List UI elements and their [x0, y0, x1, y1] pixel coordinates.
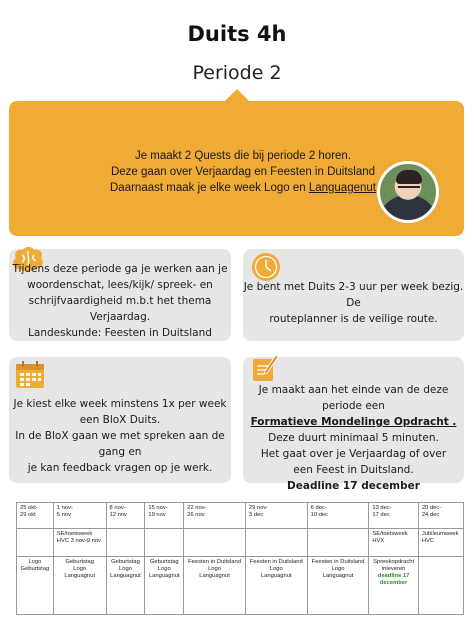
task-cell: [245, 557, 307, 615]
task-line: Geburtstag: [65, 559, 95, 565]
card-blox-line-3: In de BloX gaan we met spreken aan de gang en: [15, 430, 225, 458]
tasks-row: [17, 557, 464, 615]
teacher-avatar: [377, 161, 439, 223]
task-line: Logo: [73, 566, 87, 572]
card-opdracht-line-1: Je maakt aan het einde van de deze periode een: [258, 384, 449, 412]
task-cell: [106, 557, 145, 615]
events-cell: [106, 529, 145, 557]
task-line: inleveren: [381, 566, 406, 572]
week-start: 1 nov-: [56, 505, 73, 511]
task-line: Feesten in Duitsland: [311, 559, 365, 565]
task-line: Logo: [28, 559, 42, 565]
week-end: 12 nov: [109, 512, 127, 518]
events-cell: [418, 529, 463, 557]
task-line: Logo: [157, 566, 171, 572]
languagenut-link[interactable]: Languagenut: [308, 182, 376, 194]
event-line: HVC: [421, 538, 435, 544]
week-start: 20 dec-: [421, 505, 442, 511]
task-cell: [307, 557, 369, 615]
deadline-note: deadline 17: [377, 573, 410, 579]
card-thema-line-4: Landeskunde: Feesten in Duitsland: [28, 327, 212, 339]
week-cell: [245, 503, 307, 529]
card-thema: [9, 249, 231, 341]
intro-banner: [9, 101, 464, 236]
week-end: 24 dec: [421, 512, 440, 518]
week-end: 29 okt: [20, 512, 36, 518]
events-cell: [145, 529, 184, 557]
event-line: HVC 3 nov-9 nov: [56, 538, 101, 544]
avatar-glasses: [398, 186, 420, 191]
week-cell: [307, 503, 369, 529]
events-cell: [307, 529, 369, 557]
card-blox-line-2: een BloX Duits.: [79, 414, 161, 426]
events-cell: [184, 529, 246, 557]
task-line: Languagnut: [148, 573, 180, 579]
card-thema-line-2: woordenschat, lees/kijk/ spreek- en: [27, 279, 213, 291]
week-end: 19 nov: [148, 512, 166, 518]
task-cell: [53, 557, 106, 615]
task-line: Languagnut: [260, 573, 292, 579]
task-line: Languagnut: [110, 573, 141, 579]
event-line: Jubileumweek: [421, 531, 459, 537]
task-cell: [184, 557, 246, 615]
card-thema-line-3: schrijfvaardigheid m.b.t het thema Verjaardag.: [28, 295, 212, 323]
events-cell: [245, 529, 307, 557]
week-start: 25 okt-: [20, 505, 38, 511]
banner-line-3-prefix: Daarnaast maak je elke week Logo en: [110, 182, 309, 194]
task-line: Geburtstag: [111, 559, 140, 565]
card-opdracht-deadline: Deadline 17 december: [287, 480, 420, 492]
card-tijd-text: [243, 279, 464, 327]
events-cell: [369, 529, 418, 557]
week-start: 29 nov-: [248, 505, 269, 511]
week-cell: [106, 503, 145, 529]
week-cell: [53, 503, 106, 529]
card-blox: [9, 357, 231, 483]
events-row: [17, 529, 464, 557]
week-cell: [418, 503, 463, 529]
card-opdracht: [243, 357, 464, 492]
week-cell: [369, 503, 418, 529]
events-cell: [53, 529, 106, 557]
pencil-icon: [251, 351, 279, 383]
card-opdracht-line-3: Deze duurt minimaal 5 minuten.: [268, 432, 439, 444]
week-start: 22 nov-: [187, 505, 207, 511]
event-line: SE/toetsweek: [56, 531, 93, 537]
task-line: Logo: [269, 566, 283, 572]
week-end: 17 dec: [372, 512, 390, 518]
card-thema-text: [9, 261, 231, 341]
card-thema-line-1: Tijdens deze periode ga je werken aan je: [12, 263, 228, 275]
banner-line-1: Je maakt 2 Quests die bij periode 2 horen.: [134, 150, 352, 162]
card-opdracht-line-2: Formatieve Mondelinge Opdracht .: [250, 416, 457, 428]
page-subtitle: Periode 2: [192, 62, 282, 84]
task-cell: [418, 557, 463, 615]
task-line: Languagnut: [322, 573, 354, 579]
week-cell: [184, 503, 246, 529]
task-cell: [145, 557, 184, 615]
week-end: 26 nov: [187, 512, 205, 518]
card-opdracht-line-4: Het gaat over je Verjaardag of over: [260, 448, 447, 460]
week-start: 6 dec-: [310, 505, 327, 511]
card-tijd-line-2: routeplanner is de veilige route.: [269, 313, 438, 325]
task-line: Spreekopdracht: [373, 559, 415, 565]
event-line: SE/toetsweek: [372, 531, 408, 537]
page-title: Duits 4h: [187, 22, 287, 46]
card-opdracht-line-5: een Feest in Duitsland.: [293, 464, 414, 476]
avatar-hair: [396, 170, 422, 184]
card-blox-line-1: Je kiest elke week minstens 1x per week: [13, 398, 227, 410]
card-opdracht-text: [243, 382, 464, 494]
card-blox-line-4: je kan feedback vragen op je werk.: [27, 462, 213, 474]
week-start: 13 dec-: [372, 505, 392, 511]
clock-icon: [251, 252, 281, 282]
week-cell: [145, 503, 184, 529]
task-line: Logo: [331, 566, 345, 572]
task-line: Feesten in Duitsland: [249, 559, 303, 565]
week-start: 15 nov-: [148, 505, 168, 511]
week-planning-table: [16, 502, 464, 615]
week-start: 8 nov-: [109, 505, 126, 511]
task-line: Logo: [208, 566, 221, 572]
task-line: Feesten in Duitsland: [188, 559, 241, 565]
event-line: HVX: [372, 538, 385, 544]
task-line: Geburtstag: [20, 566, 50, 572]
week-header-row: [17, 503, 464, 529]
task-line: Languagnut: [64, 573, 95, 579]
banner-line-2: Deze gaan over Verjaardag en Feesten in Duitsland: [110, 166, 376, 178]
card-blox-text: [9, 396, 231, 476]
week-end: 3 dec: [248, 512, 264, 518]
calendar-icon: [15, 361, 45, 389]
task-cell: [369, 557, 418, 615]
week-cell: [17, 503, 54, 529]
task-line: Logo: [119, 566, 132, 572]
card-tijd-line-1: Je bent met Duits 2-3 uur per week bezig. De: [243, 281, 464, 309]
week-end: 10 dec: [310, 512, 329, 518]
task-line: Geburtstag: [149, 559, 179, 565]
task-cell: [17, 557, 54, 615]
deadline-note: december: [379, 580, 408, 586]
events-cell: [17, 529, 54, 557]
card-tijd: [243, 249, 464, 341]
task-line: Languagnut: [199, 573, 230, 579]
week-end: 5 nov: [56, 512, 71, 518]
